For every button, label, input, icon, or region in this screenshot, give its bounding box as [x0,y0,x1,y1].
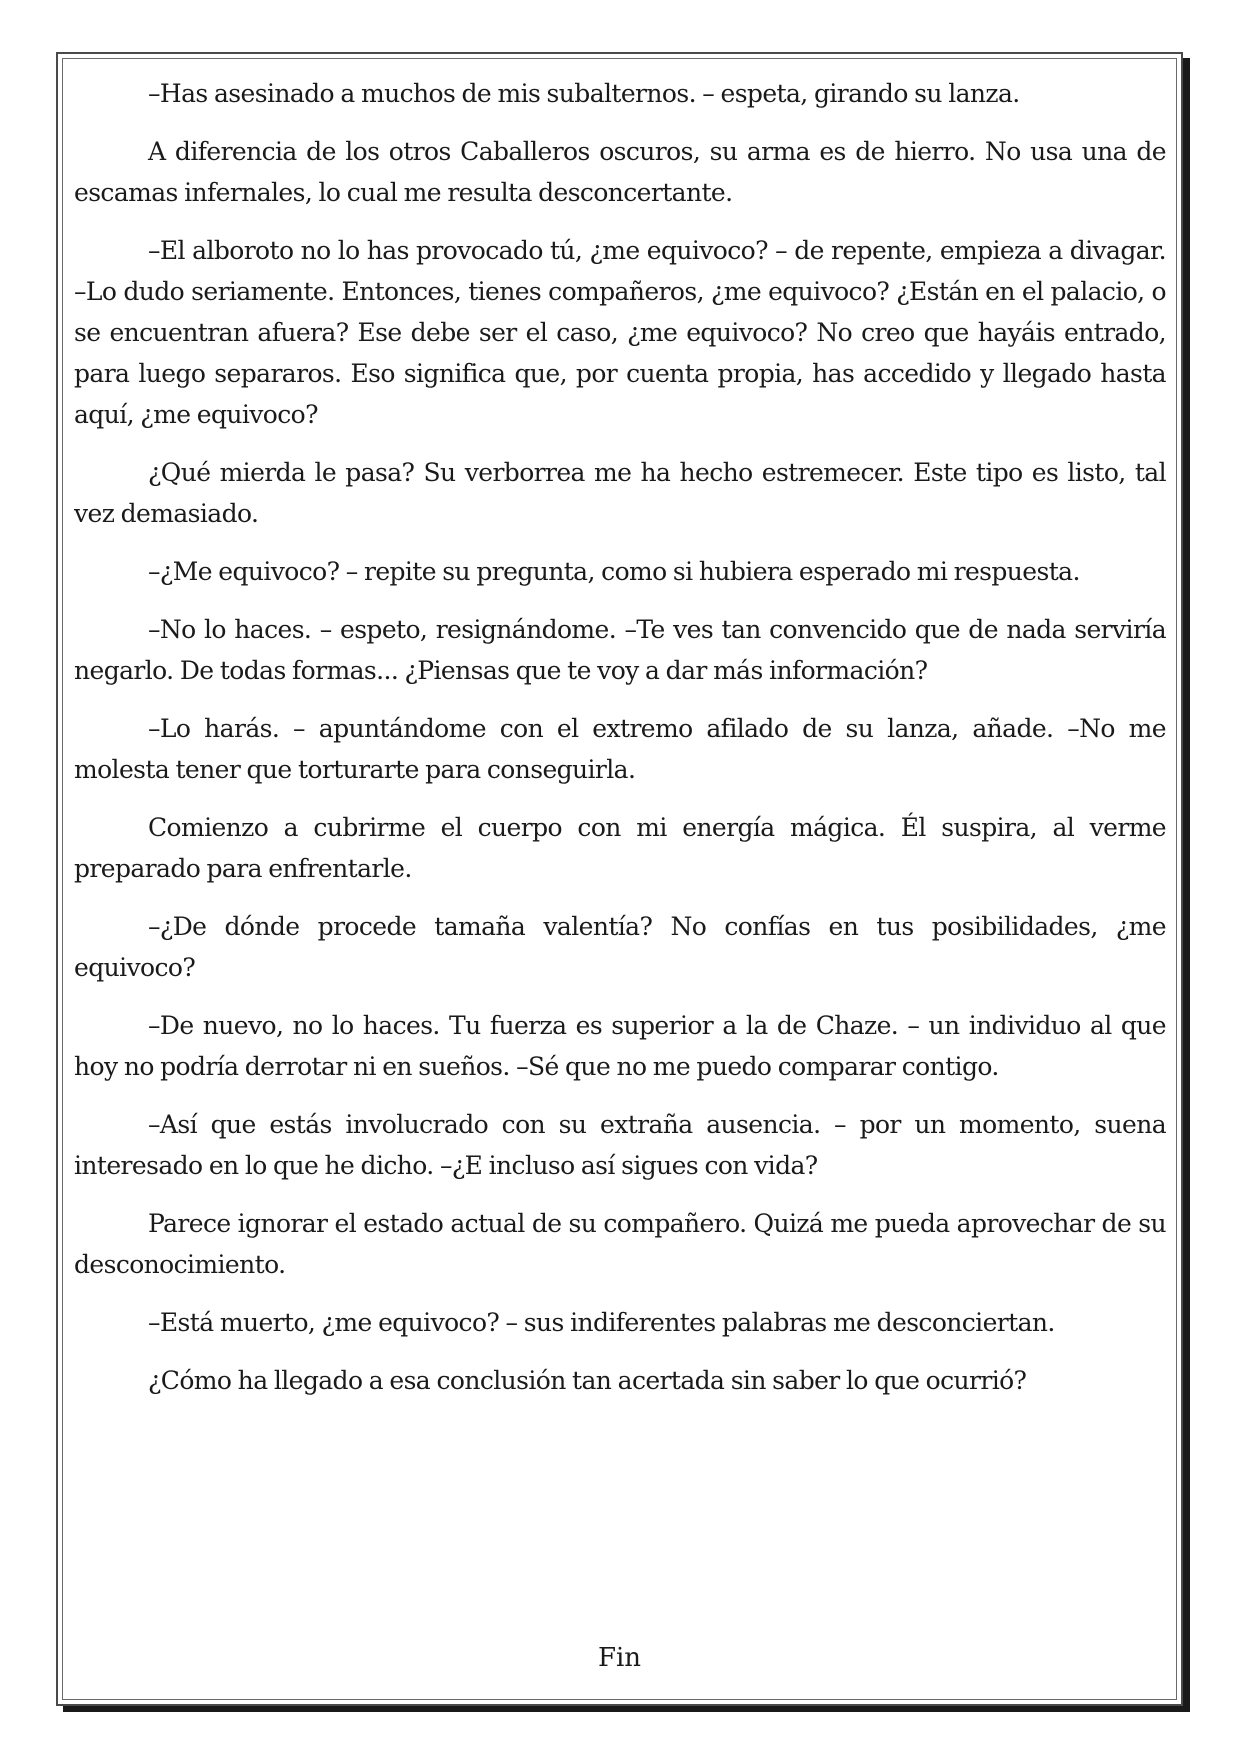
end-marker: Fin [597,1643,642,1673]
paragraph: A diferencia de los otros Caballeros oscuros, su arma es de hierro. No usa una de escamas infernales, lo cual me resulta desconcertante. [74,137,1166,207]
paragraph: ¿Qué mierda le pasa? Su verborrea me ha hecho estremecer. Este tipo es listo, tal vez demasiado. [74,458,1166,528]
paragraph: –¿Me equivoco? – repite su pregunta, como si hubiera esperado mi respuesta. [148,557,1080,586]
paragraph: Parece ignorar el estado actual de su compañero. Quizá me pueda aprovechar de su desconocimiento. [74,1209,1166,1279]
paragraph: –El alboroto no lo has provocado tú, ¿me equivoco? – de repente, empieza a divagar. –Lo dudo seriamente. Entonces, tienes compañeros, ¿me equivoco? ¿Están en el palacio, o se encuentran afuera? Ese debe ser el caso, ¿me equivoco? No creo que hayáis entrado, para luego separaros. Eso significa que, por cuenta propia, has accedido y llegado hasta aquí, ¿me equivoco? [74,236,1166,429]
paragraph: –¿De dónde procede tamaña valentía? No confías en tus posibilidades, ¿me equivoco? [74,912,1166,982]
paragraph: –De nuevo, no lo haces. Tu fuerza es superior a la de Chaze. – un individuo al que hoy no podría derrotar ni en sueños. –Sé que no me puedo comparar contigo. [74,1011,1166,1081]
paragraph: ¿Cómo ha llegado a esa conclusión tan acertada sin saber lo que ocurrió? [148,1366,1027,1395]
paragraph: Comienzo a cubrirme el cuerpo con mi energía mágica. Él suspira, al verme preparado para enfrentarle. [74,813,1166,883]
page-body [74,73,1166,1418]
paragraph: –Has asesinado a muchos de mis subalternos. – espeta, girando su lanza. [148,79,1020,108]
paragraph: –Así que estás involucrado con su extraña ausencia. – por un momento, suena interesado en lo que he dicho. –¿E incluso así sigues con vida? [74,1110,1166,1180]
paragraph: –Lo harás. – apuntándome con el extremo afilado de su lanza, añade. –No me molesta tener que torturarte para conseguirla. [74,714,1166,784]
paragraph: –Está muerto, ¿me equivoco? – sus indiferentes palabras me desconciertan. [148,1308,1055,1337]
paragraph: –No lo haces. – espeto, resignándome. –Te ves tan convencido que de nada serviría negarlo. De todas formas... ¿Piensas que te voy a dar más información? [74,615,1166,685]
